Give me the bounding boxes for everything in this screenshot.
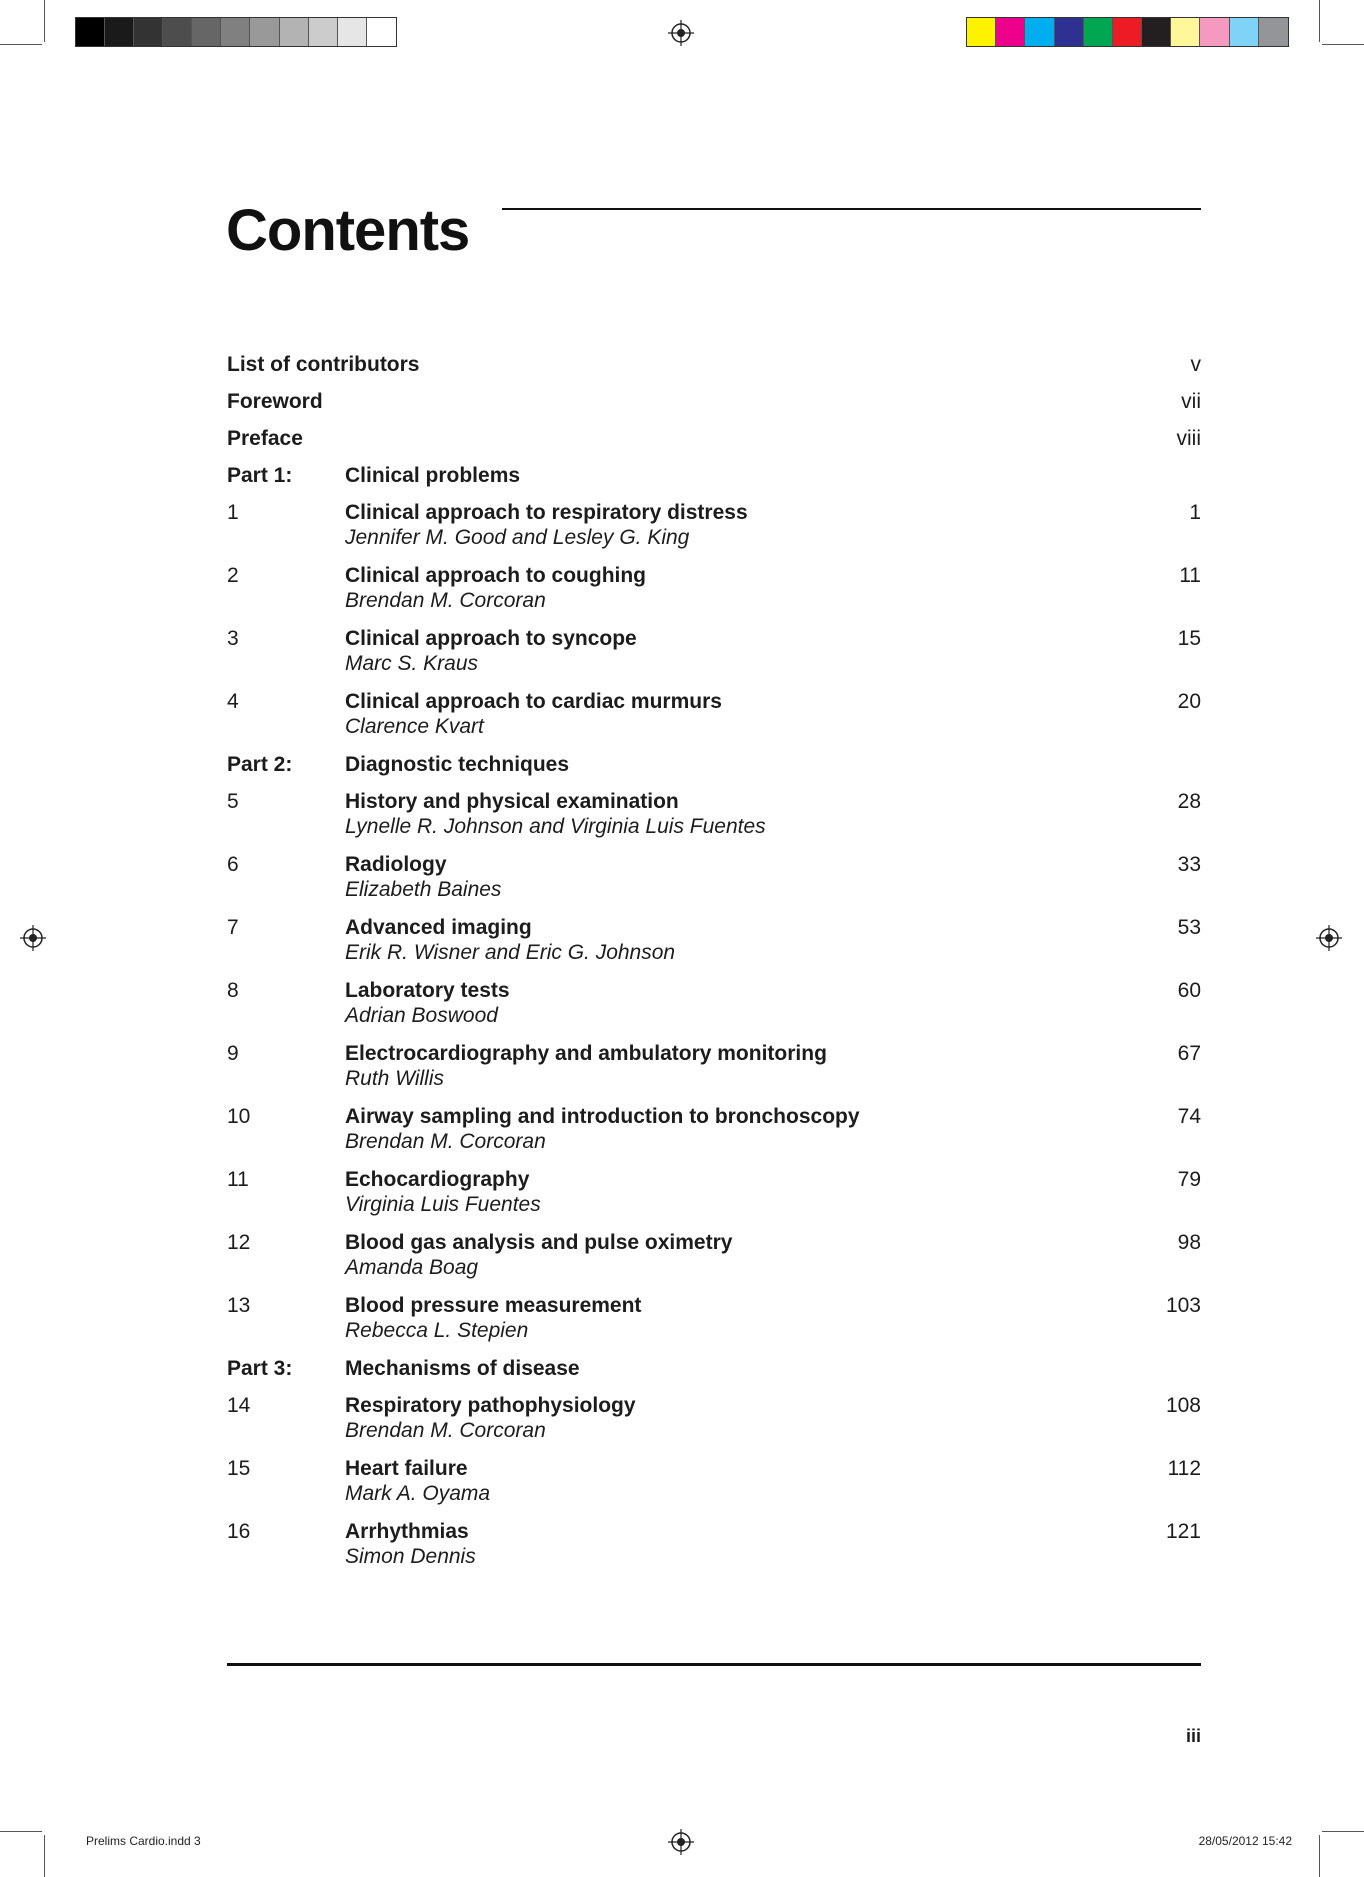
chapter-number: 15 (227, 1457, 251, 1480)
toc-chapter-row (227, 1456, 1201, 1519)
toc-page-number: 60 (1177, 979, 1201, 1002)
color-swatch (250, 18, 279, 46)
color-swatch (1084, 18, 1113, 46)
color-swatch (105, 18, 134, 46)
chapter-text (345, 626, 637, 676)
toc-front-matter-row (227, 426, 1201, 463)
color-swatch (1171, 18, 1200, 46)
toc-chapter-row (227, 563, 1201, 626)
chapter-text (345, 852, 501, 902)
chapter-number: 2 (227, 564, 239, 587)
color-swatch (1142, 18, 1171, 46)
toc-chapter-row (227, 852, 1201, 915)
chapter-authors: Mark A. Oyama (345, 1482, 491, 1505)
toc-page-number: 15 (1177, 627, 1201, 650)
chapter-number: 1 (227, 501, 239, 524)
toc-chapter-row (227, 789, 1201, 852)
color-swatch (1259, 18, 1288, 46)
chapter-text (345, 689, 722, 739)
toc-page-number: viii (1176, 427, 1201, 450)
title-rule (502, 208, 1201, 210)
chapter-authors: Virginia Luis Fuentes (345, 1193, 541, 1216)
color-swatch (280, 18, 309, 46)
chapter-text (345, 1393, 636, 1443)
chapter-title: Echocardiography (345, 1168, 530, 1191)
registration-mark-icon (20, 925, 46, 951)
toc-part-heading (227, 752, 1201, 789)
chapter-title: Blood gas analysis and pulse oximetry (345, 1231, 733, 1254)
crop-mark (44, 1835, 45, 1877)
toc-chapter-row (227, 1104, 1201, 1167)
chapter-title: Laboratory tests (345, 979, 510, 1002)
toc-page-number: 11 (1179, 564, 1201, 587)
registration-mark-icon (668, 1829, 694, 1855)
bottom-rule (227, 1663, 1201, 1666)
chapter-text (345, 1456, 490, 1506)
crop-mark (1319, 1835, 1320, 1877)
color-swatch (1113, 18, 1142, 46)
registration-mark-icon (668, 20, 694, 46)
toc-chapter-row (227, 500, 1201, 563)
color-swatch (967, 18, 996, 46)
crop-mark (1319, 0, 1320, 42)
color-swatch (309, 18, 338, 46)
slug-filename: Prelims Cardio.indd 3 (86, 1834, 201, 1848)
color-swatch (192, 18, 221, 46)
chapter-title: Airway sampling and introduction to bronchoscopy (345, 1105, 860, 1128)
color-swatch (76, 18, 105, 46)
chapter-title: Heart failure (345, 1457, 468, 1480)
page-number: iii (1185, 1726, 1201, 1746)
toc-page-number: 53 (1177, 916, 1201, 939)
toc-chapter-row (227, 689, 1201, 752)
chapter-title: Clinical approach to respiratory distress (345, 501, 748, 524)
color-swatch (163, 18, 192, 46)
toc-part-heading (227, 1356, 1201, 1393)
chapter-number: 11 (227, 1168, 249, 1191)
color-swatch (338, 18, 367, 46)
toc-chapter-row (227, 626, 1201, 689)
toc-page-number: 67 (1177, 1042, 1201, 1065)
chapter-number: 12 (227, 1231, 251, 1254)
chapter-number: 5 (227, 790, 239, 813)
part-title: Mechanisms of disease (345, 1357, 580, 1380)
crop-mark (1322, 1831, 1364, 1832)
toc-chapter-row (227, 1393, 1201, 1456)
toc-page-number: 121 (1165, 1520, 1201, 1543)
color-swatch (221, 18, 250, 46)
toc-front-matter-row (227, 389, 1201, 426)
chapter-authors: Elizabeth Baines (345, 878, 502, 901)
chapter-number: 8 (227, 979, 239, 1002)
toc-part-heading (227, 463, 1201, 500)
toc-page-number: 28 (1177, 790, 1201, 813)
process-color-bar (966, 17, 1289, 47)
toc-page-number: 74 (1177, 1105, 1201, 1128)
chapter-title: History and physical examination (345, 790, 679, 813)
chapter-authors: Clarence Kvart (345, 715, 484, 738)
color-swatch (367, 18, 396, 46)
chapter-title: Clinical approach to coughing (345, 564, 647, 587)
chapter-number: 4 (227, 690, 239, 713)
chapter-text (345, 915, 675, 965)
chapter-authors: Jennifer M. Good and Lesley G. King (345, 526, 690, 549)
chapter-number: 10 (227, 1105, 251, 1128)
chapter-text (345, 563, 646, 613)
chapter-text (345, 1104, 860, 1154)
part-title: Diagnostic techniques (345, 753, 570, 776)
chapter-authors: Amanda Boag (345, 1256, 479, 1279)
toc-page-number: 108 (1165, 1394, 1201, 1417)
toc-page-number: vii (1181, 390, 1201, 413)
color-swatch (1055, 18, 1084, 46)
toc-chapter-row (227, 1167, 1201, 1230)
crop-mark (1322, 44, 1364, 45)
chapter-title: Blood pressure measurement (345, 1294, 642, 1317)
crop-mark (44, 0, 45, 42)
chapter-title: Clinical approach to cardiac murmurs (345, 690, 722, 713)
toc-page-number: 1 (1189, 501, 1201, 524)
toc-chapter-row (227, 1519, 1201, 1582)
chapter-number: 14 (227, 1394, 251, 1417)
toc-chapter-row (227, 1041, 1201, 1104)
toc-page-number: 79 (1177, 1168, 1201, 1191)
chapter-number: 16 (227, 1520, 251, 1543)
toc-chapter-row (227, 915, 1201, 978)
chapter-number: 6 (227, 853, 239, 876)
chapter-authors: Brendan M. Corcoran (345, 1130, 546, 1153)
part-title: Clinical problems (345, 464, 521, 487)
chapter-text (345, 978, 510, 1028)
chapter-authors: Brendan M. Corcoran (345, 1419, 546, 1442)
toc-chapter-row (227, 978, 1201, 1041)
chapter-number: 9 (227, 1042, 239, 1065)
toc-entry-title: List of contributors (227, 353, 420, 376)
chapter-title: Respiratory pathophysiology (345, 1394, 636, 1417)
chapter-authors: Lynelle R. Johnson and Virginia Luis Fuentes (345, 815, 766, 838)
toc-page-number: 33 (1177, 853, 1201, 876)
toc-page-number: 103 (1165, 1294, 1201, 1317)
chapter-text (345, 1041, 827, 1091)
part-label: Part 1: (227, 464, 293, 487)
page-title: Contents (226, 198, 470, 263)
crop-mark (0, 44, 42, 45)
chapter-title: Advanced imaging (345, 916, 532, 939)
toc-page-number: 112 (1167, 1457, 1201, 1480)
chapter-number: 7 (227, 916, 239, 939)
chapter-authors: Adrian Boswood (345, 1004, 498, 1027)
toc-page-number: v (1190, 353, 1201, 376)
chapter-text (345, 500, 748, 550)
color-swatch (134, 18, 163, 46)
registration-mark-icon (1316, 925, 1342, 951)
color-swatch (1200, 18, 1229, 46)
table-of-contents (227, 352, 1201, 1582)
chapter-title: Radiology (345, 853, 447, 876)
toc-page-number: 20 (1177, 690, 1201, 713)
toc-entry-title: Preface (227, 427, 303, 450)
chapter-title: Arrhythmias (345, 1520, 469, 1543)
toc-entry-title: Foreword (227, 390, 323, 413)
chapter-authors: Simon Dennis (345, 1545, 476, 1568)
chapter-number: 13 (227, 1294, 251, 1317)
chapter-authors: Marc S. Kraus (345, 652, 479, 675)
part-label: Part 2: (227, 753, 293, 776)
part-label: Part 3: (227, 1357, 293, 1380)
chapter-authors: Rebecca L. Stepien (345, 1319, 529, 1342)
chapter-title: Clinical approach to syncope (345, 627, 637, 650)
chapter-authors: Brendan M. Corcoran (345, 589, 546, 612)
color-swatch (1230, 18, 1259, 46)
chapter-text (345, 1519, 476, 1569)
toc-page-number: 98 (1177, 1231, 1201, 1254)
chapter-text (345, 789, 766, 839)
chapter-authors: Erik R. Wisner and Eric G. Johnson (345, 941, 676, 964)
grayscale-color-bar (75, 17, 397, 47)
toc-chapter-row (227, 1293, 1201, 1356)
chapter-text (345, 1230, 732, 1280)
chapter-text (345, 1293, 641, 1343)
color-swatch (1025, 18, 1054, 46)
color-swatch (996, 18, 1025, 46)
chapter-title: Electrocardiography and ambulatory monitoring (345, 1042, 827, 1065)
toc-chapter-row (227, 1230, 1201, 1293)
slug-timestamp: 28/05/2012 15:42 (1198, 1834, 1292, 1848)
chapter-text (345, 1167, 541, 1217)
crop-mark (0, 1831, 42, 1832)
chapter-authors: Ruth Willis (345, 1067, 444, 1090)
toc-front-matter-row (227, 352, 1201, 389)
chapter-number: 3 (227, 627, 239, 650)
